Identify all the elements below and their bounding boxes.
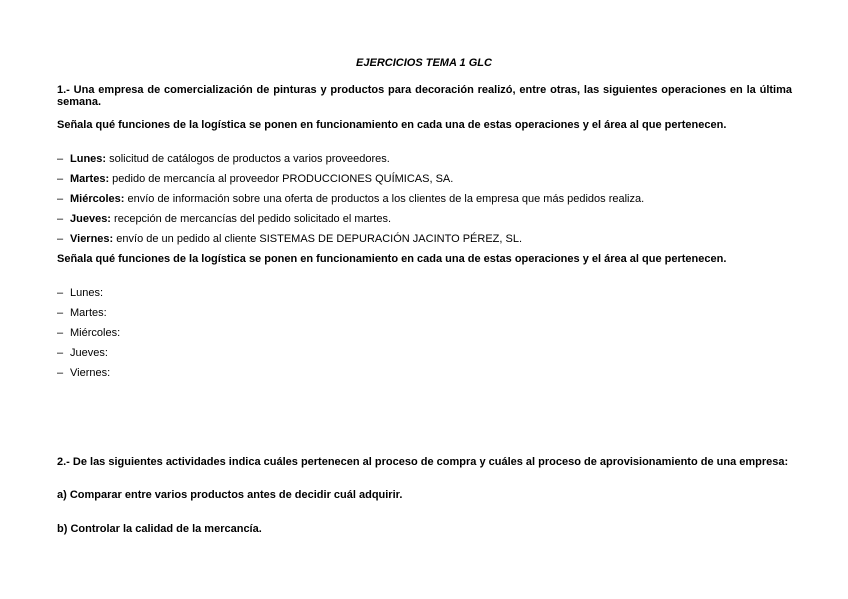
dash-bullet: – xyxy=(57,367,64,379)
operation-day: Lunes: xyxy=(70,153,107,165)
operation-text: solicitud de catálogos de productos a varios proveedores. xyxy=(106,153,390,165)
exercise-1-question: Señala qué funciones de la logística se ponen en funcionamiento en cada una de estas operaciones y el área al que pertenecen. xyxy=(57,119,727,131)
exercise-2-intro: 2.- De las siguientes actividades indica cuáles pertenecen al proceso de compra y cuáles al proceso de aprovisionamiento de una empresa: xyxy=(57,456,789,468)
operation-text: envío de un pedido al cliente SISTEMAS DE DEPURACIÓN JACINTO PÉREZ, SL. xyxy=(113,233,523,245)
operation-text: envío de información sobre una oferta de productos a los clientes de la empresa que más pedidos realiza. xyxy=(124,193,645,205)
exercise-1-question-repeat: Señala qué funciones de la logística se ponen en funcionamiento en cada una de estas operaciones y el área al que pertenecen. xyxy=(57,253,727,265)
dash-bullet: – xyxy=(57,153,64,165)
operation-day: Miércoles: xyxy=(70,193,125,205)
answer-label: Miércoles: xyxy=(70,327,121,339)
dash-bullet: – xyxy=(57,287,64,299)
dash-bullet: – xyxy=(57,213,64,225)
answer-label: Lunes: xyxy=(70,287,104,299)
operation-item xyxy=(57,193,797,205)
operation-text: recepción de mercancías del pedido solicitado el martes. xyxy=(110,213,392,225)
exercise-2-item-b: b) Controlar la calidad de la mercancía. xyxy=(57,523,262,535)
operation-day: Jueves: xyxy=(70,213,111,225)
answer-item xyxy=(57,287,797,299)
exercise-1-intro: 1.- Una empresa de comercialización de pinturas y productos para decoración realizó, entre otras, las siguientes operaciones en la última semana. xyxy=(57,84,792,108)
operation-day: Viernes: xyxy=(70,233,114,245)
operation-text: pedido de mercancía al proveedor PRODUCCIONES QUÍMICAS, SA. xyxy=(109,173,454,185)
dash-bullet: – xyxy=(57,307,64,319)
document-title: EJERCICIOS TEMA 1 GLC xyxy=(356,57,492,69)
answer-label: Martes: xyxy=(70,307,107,319)
answer-item xyxy=(57,307,797,319)
operation-item xyxy=(57,233,797,245)
dash-bullet: – xyxy=(57,193,64,205)
operation-item xyxy=(57,173,797,185)
operation-item xyxy=(57,213,797,225)
dash-bullet: – xyxy=(57,327,64,339)
answer-label: Viernes: xyxy=(70,367,111,379)
dash-bullet: – xyxy=(57,173,64,185)
dash-bullet: – xyxy=(57,233,64,245)
answer-item xyxy=(57,347,797,359)
answer-label: Jueves: xyxy=(70,347,108,359)
dash-bullet: – xyxy=(57,347,64,359)
operation-item xyxy=(57,153,797,165)
operation-day: Martes: xyxy=(70,173,110,185)
answer-item xyxy=(57,367,797,379)
answer-item xyxy=(57,327,797,339)
exercise-2-item-a: a) Comparar entre varios productos antes de decidir cuál adquirir. xyxy=(57,489,403,501)
